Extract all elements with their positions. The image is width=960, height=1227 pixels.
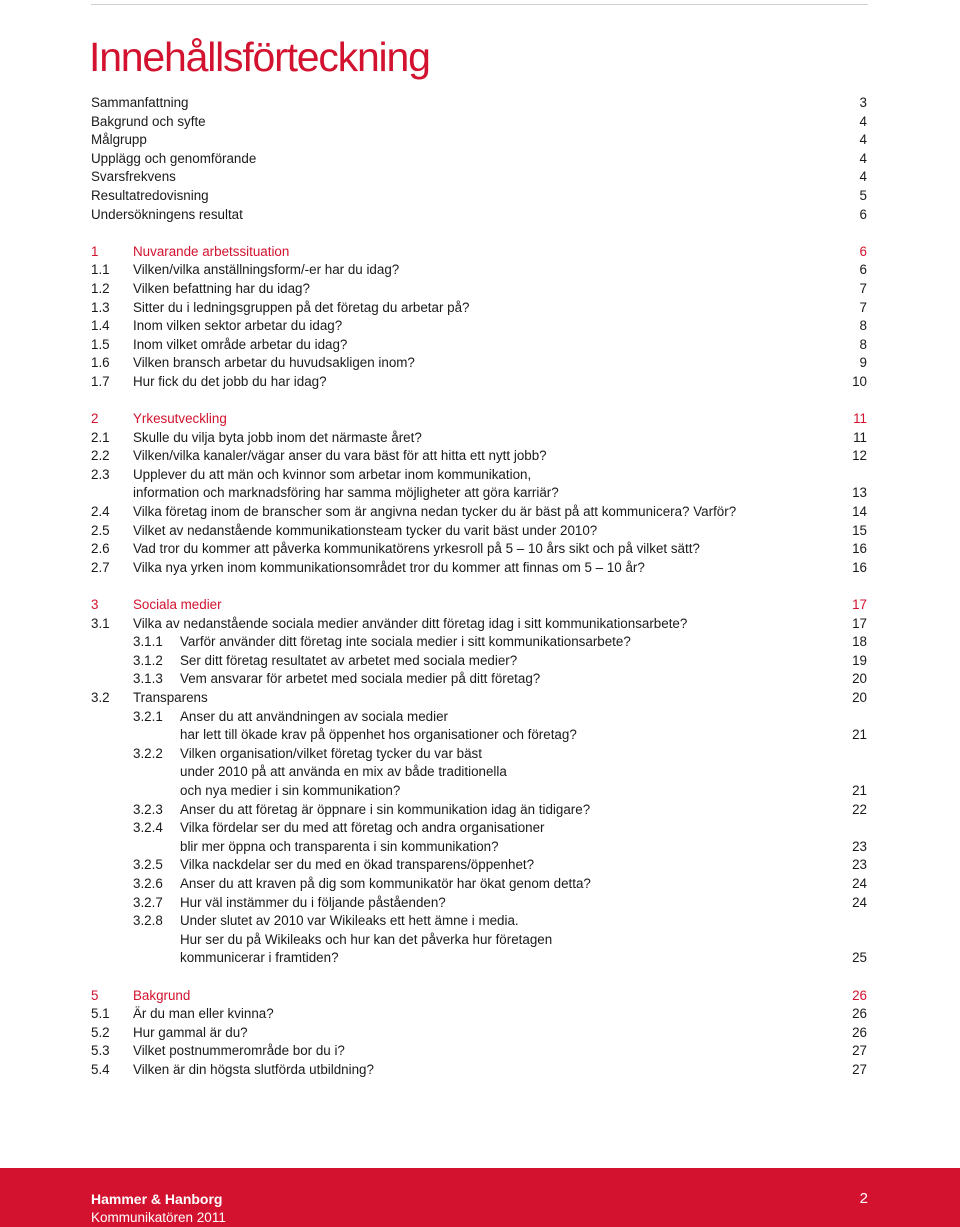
toc-entry-label: Upplever du att män och kvinnor som arbetar inom kommunikation, — [133, 466, 532, 482]
toc-entry-number: 2.6 — [91, 541, 110, 557]
toc-chapter-page: 11 — [853, 411, 867, 427]
toc-entry[interactable] — [91, 1005, 867, 1024]
toc-entry-continuation[interactable] — [91, 726, 867, 745]
toc-entry-label: Vilka nackdelar ser du med en ökad transparens/öppenhet? — [180, 857, 535, 873]
toc-entry-number: 5.4 — [91, 1061, 110, 1077]
toc-entry-number: 1.1 — [91, 262, 110, 278]
toc-entry[interactable] — [91, 373, 867, 392]
toc-entry[interactable] — [91, 801, 867, 820]
toc-summary-entry[interactable] — [91, 94, 867, 113]
toc-entry-label: Ser ditt företag resultatet av arbetet med sociala medier? — [180, 652, 518, 668]
toc-gap — [91, 577, 867, 596]
toc-entry[interactable] — [91, 856, 867, 875]
toc-entry-label: Vilken är din högsta slutförda utbildning? — [133, 1061, 374, 1077]
toc-entry-number: 3.2.1 — [133, 708, 163, 724]
toc-entry-number: 2.3 — [91, 466, 110, 482]
toc-entry[interactable] — [91, 633, 867, 652]
toc-entry-label: Vilket av nedanstående kommunikationsteam tycker du varit bäst under 2010? — [133, 522, 598, 538]
toc-entry-label: Hur väl instämmer du i följande påståenden? — [180, 894, 446, 910]
toc-entry[interactable] — [91, 466, 867, 485]
toc-entry-page: 21 — [852, 782, 867, 798]
toc-entry-number: 2.4 — [91, 504, 110, 520]
toc-entry-label: Är du man eller kvinna? — [133, 1006, 274, 1022]
toc-entry-label: Anser du att användningen av sociala medier — [180, 708, 448, 724]
toc-entry-label: Undersökningens resultat — [91, 206, 243, 222]
toc-entry-number: 3.2.6 — [133, 875, 163, 891]
toc-gap — [91, 224, 867, 243]
toc-entry-page: 4 — [859, 132, 867, 148]
toc-entry[interactable] — [91, 299, 867, 318]
toc-entry-number: 3.2.5 — [133, 857, 163, 873]
toc-entry-number: 3.2.2 — [133, 745, 163, 761]
toc-entry-page: 4 — [859, 150, 867, 166]
toc-entry-label-continued: har lett till ökade krav på öppenhet hos organisationer och företag? — [180, 727, 577, 743]
toc-entry-page: 13 — [852, 485, 867, 501]
toc-entry-label: Transparens — [133, 690, 208, 705]
toc-chapter-page: 6 — [859, 243, 867, 259]
toc-entry-number: 1.3 — [91, 299, 110, 315]
toc-entry-number: 3.2.4 — [133, 820, 163, 836]
toc-entry-page: 23 — [852, 857, 867, 873]
toc-entry-continuation[interactable] — [91, 931, 867, 950]
toc-gap — [91, 392, 867, 411]
toc-entry-label: Anser du att företag är öppnare i sin kommunikation idag än tidigare? — [180, 801, 591, 817]
toc-entry-page: 11 — [853, 429, 867, 445]
toc-entry-number: 3.2.3 — [133, 801, 163, 817]
page-title: Innehållsförteckning — [89, 34, 430, 80]
toc-entry-label: Vilket postnummerområde bor du i? — [133, 1043, 345, 1059]
toc-entry[interactable] — [91, 615, 867, 634]
toc-entry-number: 3.1.2 — [133, 652, 163, 668]
toc-entry-label: Vilka fördelar ser du med att företag och andra organisationer — [180, 820, 545, 836]
toc-entry-label: Bakgrund och syfte — [91, 113, 206, 129]
toc-chapter-label: Nuvarande arbetssituation — [133, 243, 290, 259]
toc-entry-page: 7 — [859, 299, 867, 315]
toc-entry[interactable] — [91, 912, 867, 931]
toc-chapter-entry[interactable] — [91, 243, 867, 262]
toc-entry-label: Vilken befattning har du idag? — [133, 280, 310, 296]
toc-entry-label: Sitter du i ledningsgruppen på det företag du arbetar på? — [133, 299, 470, 315]
toc-entry-label: Hur fick du det jobb du har idag? — [133, 373, 327, 389]
toc-entry[interactable] — [91, 1061, 867, 1080]
toc-entry[interactable] — [91, 819, 867, 838]
toc-entry-page: 27 — [852, 1061, 867, 1077]
toc-entry-page: 22 — [852, 801, 867, 817]
toc-entry-page: 18 — [852, 634, 867, 650]
toc-entry-page: 19 — [852, 652, 867, 668]
toc-entry-label: Inom vilket område arbetar du idag? — [133, 336, 348, 352]
toc-entry-label: Hur gammal är du? — [133, 1024, 248, 1040]
footer-company: Hammer & Hanborg — [91, 1191, 223, 1207]
toc-entry-page: 20 — [852, 671, 867, 687]
toc-entry-label: Skulle du vilja byta jobb inom det närmaste året? — [133, 429, 422, 445]
toc-entry-label: Målgrupp — [91, 132, 147, 148]
toc-entry-label: Vem ansvarar för arbetet med sociala medier på ditt företag? — [180, 671, 541, 687]
toc-chapter-number: 5 — [91, 987, 99, 1003]
toc-entry[interactable] — [91, 689, 867, 708]
toc-entry-label: Sammanfattning — [91, 95, 189, 110]
toc-entry-page: 21 — [852, 727, 867, 743]
toc-entry-number: 3.1.1 — [133, 634, 163, 650]
toc-entry-page: 27 — [852, 1043, 867, 1059]
toc-entry-number: 1.2 — [91, 280, 110, 296]
toc-entry-page: 25 — [852, 950, 867, 966]
toc-chapter-label: Bakgrund — [133, 987, 191, 1003]
toc-entry[interactable] — [91, 354, 867, 373]
footer-page-number: 2 — [859, 1190, 868, 1207]
toc-entry-number: 1.7 — [91, 373, 110, 389]
toc-entry[interactable] — [91, 670, 867, 689]
toc-gap — [91, 968, 867, 987]
toc-entry-number: 1.4 — [91, 318, 110, 334]
toc-entry-continuation[interactable] — [91, 484, 867, 503]
toc-entry-label: Under slutet av 2010 var Wikileaks ett hett ämne i media. — [180, 913, 519, 929]
toc-entry[interactable] — [91, 280, 867, 299]
toc-entry-label: Vilken bransch arbetar du huvudsakligen inom? — [133, 355, 415, 371]
toc-entry[interactable] — [91, 503, 867, 522]
toc-entry[interactable] — [91, 336, 867, 355]
toc-chapter-label: Sociala medier — [133, 597, 222, 613]
toc-entry-label: Varför använder ditt företag inte sociala medier i sitt kommunikationsarbete? — [180, 634, 631, 650]
toc-chapter-number: 3 — [91, 597, 99, 613]
toc-entry-label: Vilken organisation/vilket företag tycker du var bäst — [180, 745, 482, 761]
toc-entry-page: 10 — [852, 373, 867, 389]
toc-entry-continuation[interactable] — [91, 782, 867, 801]
toc-entry-number: 2.5 — [91, 522, 110, 538]
toc-entry-label-continued: under 2010 på att använda en mix av både traditionella — [180, 764, 507, 780]
toc-entry-page: 20 — [852, 690, 867, 705]
toc-entry-page: 7 — [859, 280, 867, 296]
toc-entry-number: 2.1 — [91, 429, 110, 445]
toc-entry-label: Vilken/vilka kanaler/vägar anser du vara bäst för att hitta ett nytt jobb? — [133, 448, 547, 464]
top-rule — [91, 4, 868, 5]
toc-entry-number: 3.2.8 — [133, 913, 163, 929]
toc-summary-entry[interactable] — [91, 113, 867, 132]
toc-entry-number: 5.1 — [91, 1006, 110, 1022]
toc-entry-page: 6 — [859, 262, 867, 278]
toc-entry-page: 26 — [852, 1006, 867, 1022]
toc-entry-label-continued: kommunicerar i framtiden? — [180, 950, 339, 966]
toc-entry[interactable] — [91, 522, 867, 541]
toc-chapter-entry[interactable] — [91, 410, 867, 429]
toc-chapter-number: 2 — [91, 411, 99, 427]
toc-entry-label: Vilka företag inom de branscher som är angivna nedan tycker du är bäst på att kommunicera? Varför? — [133, 504, 737, 520]
toc-entry-number: 1.5 — [91, 336, 110, 352]
toc-entry-page: 17 — [852, 615, 867, 631]
toc-entry-page: 6 — [859, 206, 867, 222]
toc-chapter-entry[interactable] — [91, 987, 867, 1006]
toc-entry-continuation[interactable] — [91, 838, 867, 857]
toc-entry[interactable] — [91, 559, 867, 578]
toc-entry[interactable] — [91, 708, 867, 727]
toc-chapter-page: 17 — [852, 597, 867, 613]
toc-entry-page: 8 — [859, 336, 867, 352]
toc-entry-label-continued: Hur ser du på Wikileaks och hur kan det påverka hur företagen — [180, 931, 553, 947]
toc-entry-page: 14 — [852, 504, 867, 520]
footer-report-title: Kommunikatören 2011 — [91, 1210, 226, 1225]
toc-entry-label: Anser du att kraven på dig som kommunikatör har ökat genom detta? — [180, 875, 591, 891]
toc-entry[interactable] — [91, 261, 867, 280]
toc-entry-page: 12 — [852, 448, 867, 464]
toc-entry-number: 5.2 — [91, 1024, 110, 1040]
toc-entry-page: 4 — [859, 113, 867, 129]
toc-entry-label-continued: och nya medier i sin kommunikation? — [180, 782, 401, 798]
toc-entry-label: Inom vilken sektor arbetar du idag? — [133, 318, 343, 334]
toc-entry[interactable] — [91, 1042, 867, 1061]
toc-entry-page: 4 — [859, 169, 867, 185]
toc-summary-entry[interactable] — [91, 131, 867, 150]
toc-entry-page: 24 — [852, 875, 867, 891]
toc-entry-label: Vilka nya yrken inom kommunikationsområdet tror du kommer att finnas om 5 – 10 år? — [133, 559, 645, 575]
toc-entry-label-continued: information och marknadsföring har samma möjligheter att göra karriär? — [133, 485, 559, 501]
toc-entry[interactable] — [91, 540, 867, 559]
toc-entry[interactable] — [91, 875, 867, 894]
toc-entry-number: 3.1 — [91, 615, 110, 631]
toc-summary-entry[interactable] — [91, 187, 867, 206]
toc-entry[interactable] — [91, 447, 867, 466]
toc-entry-number: 1.6 — [91, 355, 110, 371]
toc-entry-page: 26 — [852, 1024, 867, 1040]
toc-entry[interactable] — [91, 429, 867, 448]
toc-entry-number: 2.7 — [91, 559, 110, 575]
toc-entry[interactable] — [91, 317, 867, 336]
toc-entry-page: 3 — [859, 95, 867, 110]
toc-entry-number: 3.2 — [91, 690, 110, 705]
toc-entry-page: 8 — [859, 318, 867, 334]
toc-entry-label: Upplägg och genomförande — [91, 150, 257, 166]
toc-entry[interactable] — [91, 894, 867, 913]
toc-entry-page: 16 — [852, 559, 867, 575]
toc-summary-entry[interactable] — [91, 168, 867, 187]
toc-entry-page: 23 — [852, 838, 867, 854]
toc-entry-page: 16 — [852, 541, 867, 557]
toc-entry-number: 3.2.7 — [133, 894, 163, 910]
toc-summary-entry[interactable] — [91, 206, 867, 225]
toc-entry[interactable] — [91, 652, 867, 671]
toc-chapter-entry[interactable] — [91, 596, 867, 615]
toc-entry-page: 9 — [859, 355, 867, 371]
toc-entry[interactable] — [91, 1024, 867, 1043]
toc-entry-label: Vilka av nedanstående sociala medier använder ditt företag idag i sitt kommunikationsarbete? — [133, 615, 688, 631]
table-of-contents — [91, 94, 867, 1079]
toc-chapter-number: 1 — [91, 243, 99, 259]
toc-entry-page: 5 — [859, 187, 867, 203]
footer-bar — [0, 1168, 960, 1227]
toc-chapter-page: 26 — [852, 987, 867, 1003]
toc-entry-label: Resultatredovisning — [91, 187, 209, 203]
toc-chapter-label: Yrkesutveckling — [133, 411, 227, 427]
toc-summary-entry[interactable] — [91, 150, 867, 169]
toc-entry-label: Svarsfrekvens — [91, 169, 176, 185]
toc-entry-label: Vad tror du kommer att påverka kommunikatörens yrkesroll på 5 – 10 års sikt och på vilket sätt? — [133, 541, 700, 557]
toc-entry-number: 5.3 — [91, 1043, 110, 1059]
toc-entry-label-continued: blir mer öppna och transparenta i sin kommunikation? — [180, 838, 499, 854]
toc-entry-label: Vilken/vilka anställningsform/-er har du idag? — [133, 262, 400, 278]
toc-entry-number: 3.1.3 — [133, 671, 163, 687]
toc-entry-continuation[interactable] — [91, 949, 867, 968]
toc-entry[interactable] — [91, 745, 867, 764]
toc-entry-page: 15 — [852, 522, 867, 538]
toc-entry-number: 2.2 — [91, 448, 110, 464]
toc-entry-continuation[interactable] — [91, 763, 867, 782]
toc-entry-page: 24 — [852, 894, 867, 910]
